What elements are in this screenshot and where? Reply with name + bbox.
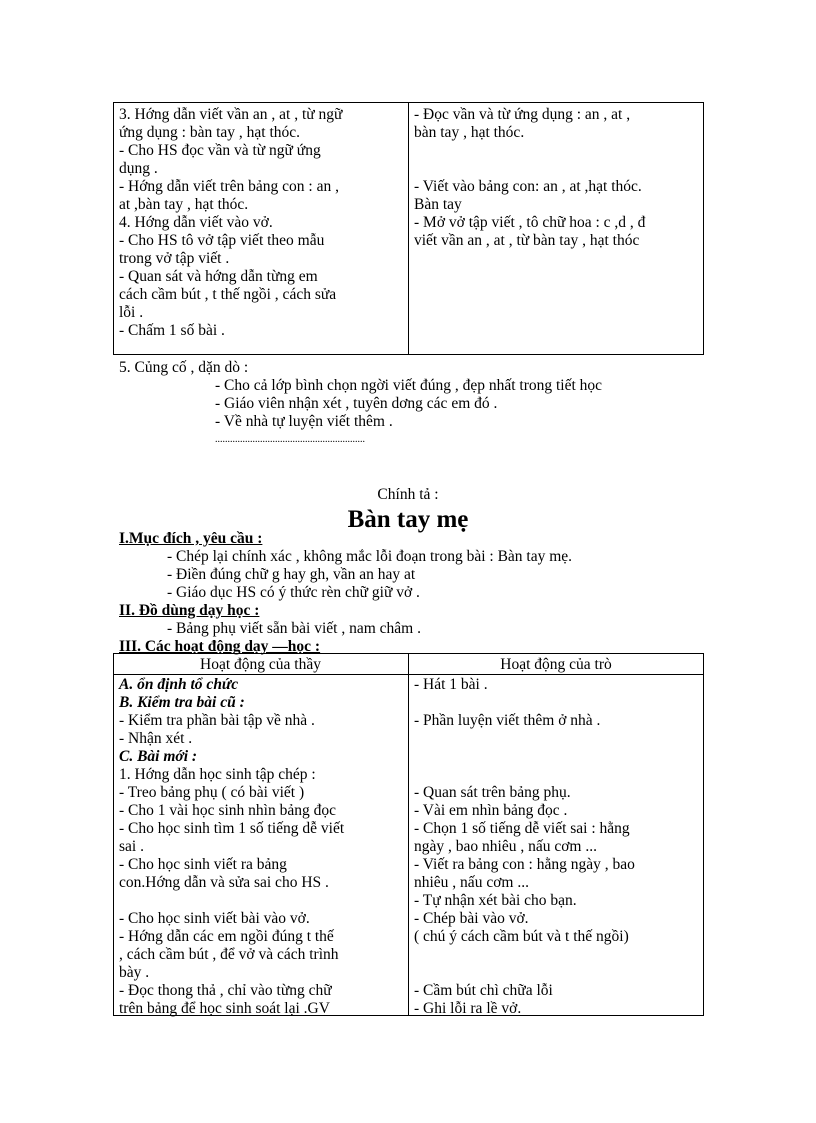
section-heading: B. Kiểm tra bài cũ :	[119, 694, 245, 711]
text-line: bàn tay , hạt thóc.	[414, 124, 525, 141]
section-1-title: I.Mục đích , yêu cầu :	[119, 530, 263, 547]
text-line: - Cho HS đọc vần và từ ngữ ứng	[119, 142, 321, 159]
text-line: - Cho 1 vài học sinh nhìn bảng đọc	[119, 802, 336, 819]
lesson-title: Bàn tay mẹ	[347, 506, 469, 533]
text-line: Bàn tay	[414, 196, 462, 213]
text-line	[414, 964, 635, 982]
closing-item: - Cho cả lớp bình chọn ngời viết đúng , đẹp nhất trong tiết học	[215, 377, 603, 394]
text-line: con.Hớng dẫn và sửa sai cho HS .	[119, 874, 329, 891]
text-line: - Kiểm tra phần bài tập về nhà .	[119, 712, 315, 729]
text-line	[414, 946, 635, 964]
section-1-item: - Điền đúng chữ g hay gh, vần an hay at	[167, 566, 416, 583]
top-table-divider	[408, 102, 409, 355]
teacher-activities	[119, 676, 344, 1018]
text-line: - Cho học sinh viết ra bảng	[119, 856, 287, 873]
text-line: - Phần luyện viết thêm ở nhà .	[414, 712, 601, 729]
text-line: sai .	[119, 838, 144, 855]
text-line: - Tự nhận xét bài cho bạn.	[414, 892, 577, 909]
text-line	[414, 766, 635, 784]
lesson-subject: Chính tả :	[377, 486, 439, 503]
text-line: - Quan sát trên bảng phụ.	[414, 784, 571, 801]
text-line: dụng .	[119, 160, 158, 177]
text-line: trên bảng để học sinh soát lại .GV	[119, 1000, 330, 1017]
text-line: viết vần an , at , từ bàn tay , hạt thóc	[414, 232, 640, 249]
text-line: ngày , bao nhiêu , nấu cơm ...	[414, 838, 597, 855]
section-2-title: II. Đồ dùng dạy học :	[119, 602, 260, 619]
text-line: - Cho HS tô vở tập viết theo mẫu	[119, 232, 325, 249]
text-line: - Cho học sinh tìm 1 số tiếng dễ viết	[119, 820, 345, 837]
text-line: - Đọc vần và từ ứng dụng : an , at ,	[414, 106, 631, 123]
section-3-title: III. Các hoạt động dạy —học :	[119, 638, 321, 655]
section-2-item: - Bảng phụ viết sẵn bài viết , nam châm .	[167, 620, 421, 637]
text-line: - Viết ra bảng con : hằng ngày , bao	[414, 856, 635, 873]
text-line	[414, 730, 635, 748]
text-line: - Hớng dẫn viết trên bảng con : an ,	[119, 178, 339, 195]
text-line: trong vở tập viết .	[119, 250, 230, 267]
header-teacher: Hoạt động của thầy	[200, 656, 321, 673]
text-line: bày .	[119, 964, 150, 981]
text-line: - Mở vở tập viết , tô chữ hoa : c ,d , đ	[414, 214, 646, 231]
text-line: - Chép bài vào vở.	[414, 910, 529, 927]
activity-table-header-rule	[113, 674, 704, 675]
text-line: - Cho học sinh viết bài vào vở.	[119, 910, 310, 927]
text-line: - Hớng dẫn các em ngồi đúng t thế	[119, 928, 334, 945]
text-line: - Chọn 1 số tiếng dễ viết sai : hằng	[414, 820, 630, 837]
text-line: 3. Hớng dẫn viết vần an , at , từ ngữ	[119, 106, 343, 123]
top-table-right-cell-a	[414, 106, 630, 142]
text-line: nhiêu , nấu cơm ...	[414, 874, 529, 891]
section-1-item: - Giáo dục HS có ý thức rèn chữ giữ vở .	[167, 584, 420, 601]
closing-item: - Về nhà tự luyện viết thêm .	[215, 413, 393, 430]
text-line: lỗi .	[119, 304, 144, 321]
text-line: ( chú ý cách cầm bút và t thế ngồi)	[414, 928, 629, 945]
dotted-separator: ............................................................	[215, 434, 365, 445]
activity-table-divider	[408, 653, 409, 1016]
text-line: at ,bàn tay , hạt thóc.	[119, 196, 249, 213]
closing-item: - Giáo viên nhận xét , tuyên dơng các em đó .	[215, 395, 498, 412]
text-line: - Hát 1 bài .	[414, 676, 488, 693]
header-student: Hoạt động của trò	[500, 656, 612, 673]
closing-heading: 5. Củng cố , dặn dò :	[119, 359, 249, 376]
text-line: cách cầm bút , t thế ngồi , cách sửa	[119, 286, 337, 303]
text-line: - Vài em nhìn bảng đọc .	[414, 802, 568, 819]
text-line: 4. Hớng dẫn viết vào vở.	[119, 214, 273, 231]
text-line: - Quan sát và hớng dẫn từng em	[119, 268, 318, 285]
top-table-right-cell-b	[414, 178, 645, 250]
text-line: - Chấm 1 số bài .	[119, 322, 225, 339]
text-line: - Viết vào bảng con: an , at ,hạt thóc.	[414, 178, 642, 195]
text-line	[414, 694, 635, 712]
top-table-left-cell	[119, 106, 342, 340]
section-heading: A. ổn định tổ chức	[119, 676, 239, 693]
text-line: - Ghi lỗi ra lề vở.	[414, 1000, 522, 1017]
text-line: 1. Hớng dẫn học sinh tập chép :	[119, 766, 316, 783]
student-activities	[414, 676, 635, 1018]
text-line: , cách cầm bút , để vở và cách trình	[119, 946, 339, 963]
text-line: - Nhận xét .	[119, 730, 193, 747]
text-line: - Cầm bút chì chữa lỗi	[414, 982, 553, 999]
text-line: - Treo bảng phụ ( có bài viết )	[119, 784, 305, 801]
section-heading: C. Bài mới :	[119, 748, 198, 765]
text-line	[414, 748, 635, 766]
section-1-item: - Chép lại chính xác , không mắc lỗi đoạn trong bài : Bàn tay mẹ.	[167, 548, 573, 565]
text-line	[119, 892, 344, 910]
text-line: ứng dụng : bàn tay , hạt thóc.	[119, 124, 301, 141]
text-line: - Đọc thong thả , chỉ vào từng chữ	[119, 982, 332, 999]
